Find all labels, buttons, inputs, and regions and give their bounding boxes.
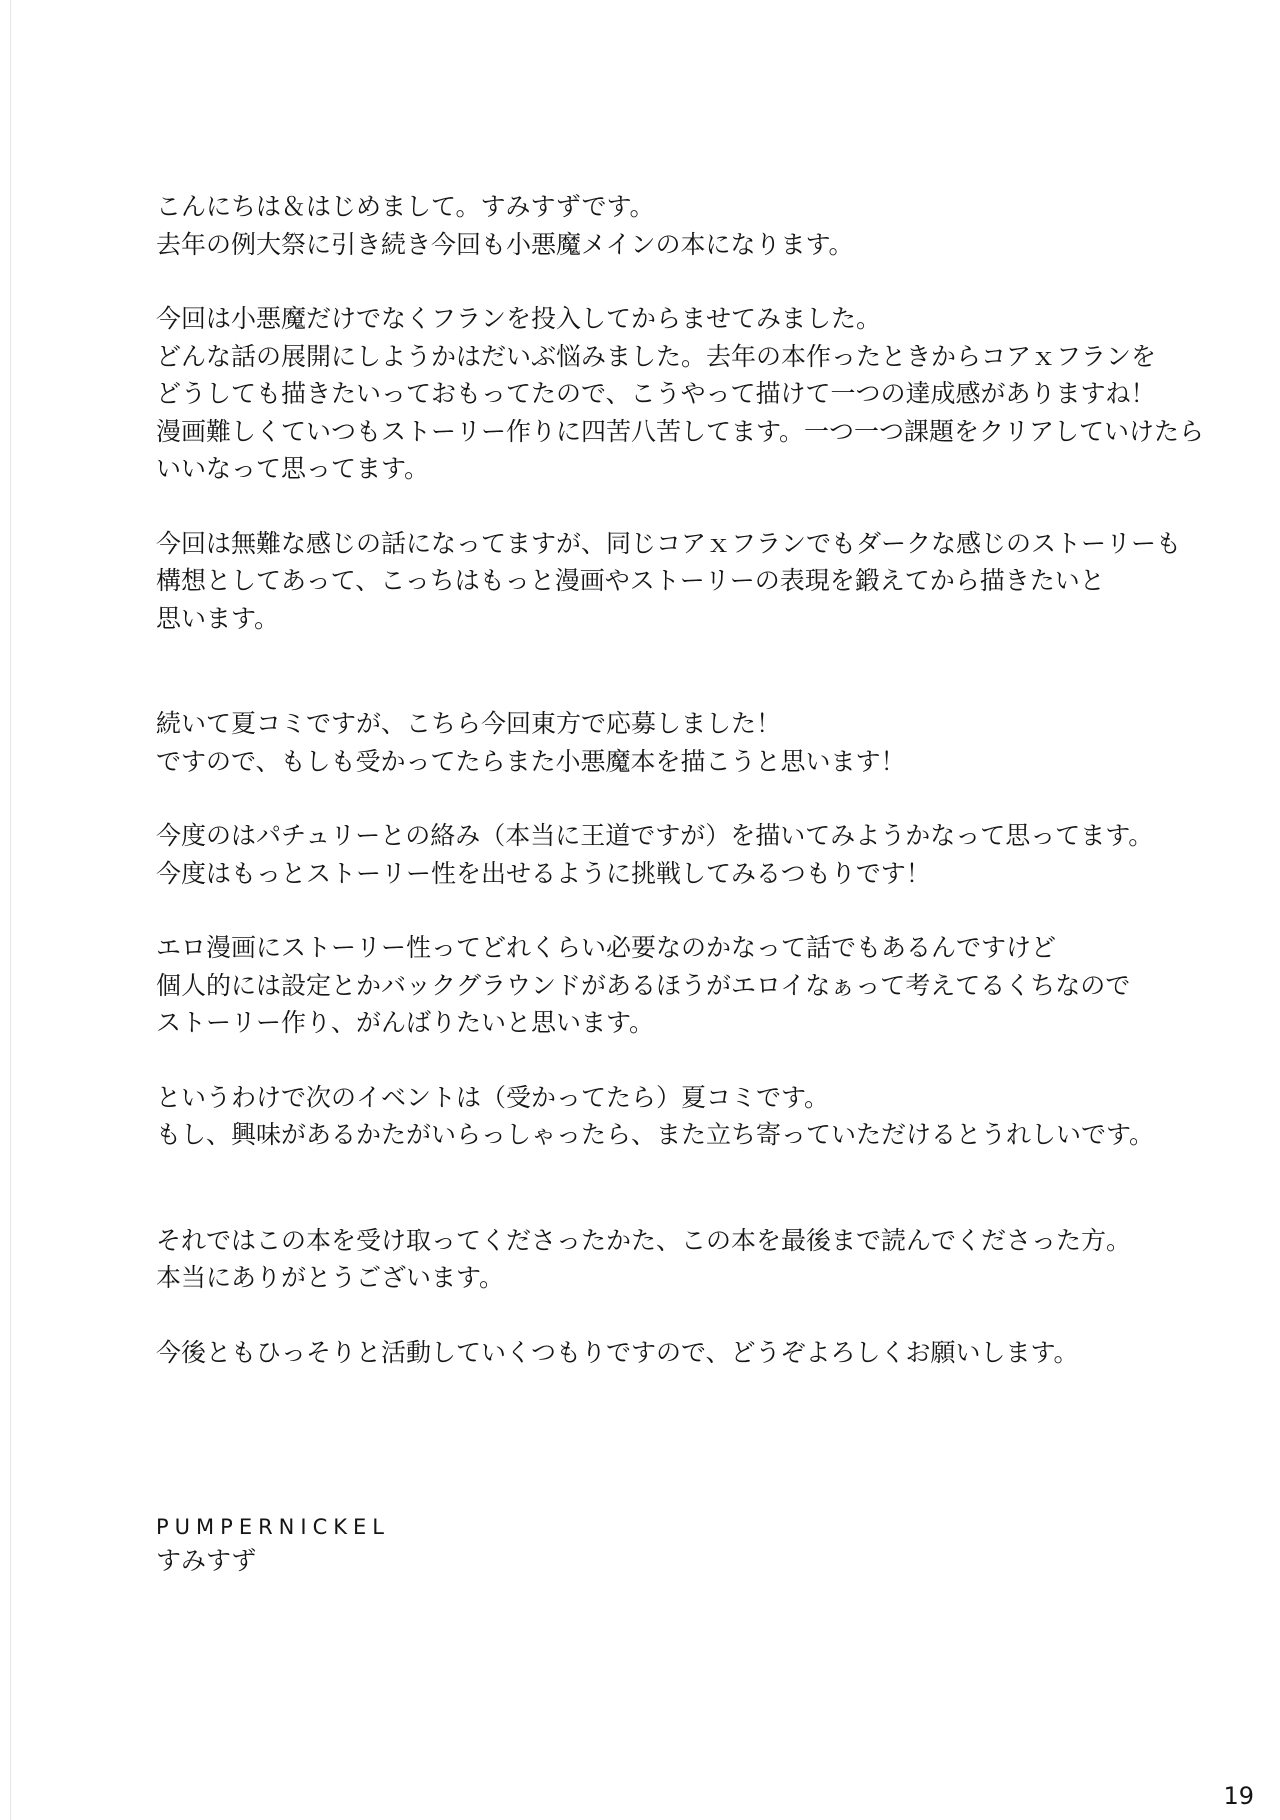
paragraph-next-event — [156, 1079, 1176, 1154]
text-line: 今度のはパチュリーとの絡み（本当に王道ですが）を描いてみようかなって思ってます。 — [156, 821, 1154, 850]
text-line: 今度はもっとストーリー性を出せるように挑戦してみるつもりです！ — [156, 858, 931, 888]
text-line: 続いて夏コミですが、こちら今回東方で応募しました！ — [156, 709, 782, 738]
page-fold-line — [10, 0, 11, 1820]
text-line: いいなって思ってます。 — [156, 454, 430, 483]
text-line: 今後ともひっそりと活動していくつもりですので、どうぞよろしくお願いします。 — [156, 1337, 1079, 1367]
text-line: 今回は小悪魔だけでなくフランを投入してからませてみました。 — [156, 304, 882, 333]
text-line: ですので、もしも受かってたらまた小悪魔本を描こうと思います！ — [156, 746, 906, 776]
paragraph-dark-story — [156, 525, 1182, 638]
text-line: ストーリー作り、がんばりたいと思います。 — [156, 1008, 655, 1037]
text-line: 構想としてあって、こっちはもっと漫画やストーリーの表現を鍛えてから描きたいと — [156, 566, 1105, 595]
paragraph-story-thoughts — [156, 929, 1176, 1042]
paragraph-closing — [156, 1334, 1176, 1372]
text-line: こんにちは＆はじめまして。すみすずです。 — [156, 192, 655, 221]
text-line: 個人的には設定とかバックグラウンドがあるほうがエロイなぁって考えてるくちなので — [156, 970, 1131, 1000]
paragraph-summer-comiket — [156, 705, 1176, 780]
text-line: それではこの本を受け取ってくださったかた、この本を最後まで読んでくださった方。 — [156, 1225, 1132, 1255]
text-line: 漫画難しくていつもストーリー作りに四苦八苦してます。一つ一つ課題をクリアしていけたら — [156, 416, 1205, 446]
text-line: 今回は無難な感じの話になってますが、同じコアｘフランでもダークな感じのストーリーも — [156, 528, 1182, 558]
afterword-body — [156, 188, 1205, 1371]
text-line: 去年の例大祭に引き続き今回も小悪魔メインの本になります。 — [156, 229, 854, 259]
page-number: 19 — [1223, 1782, 1254, 1810]
signature-block — [156, 1510, 390, 1578]
paragraph-story-intro — [156, 300, 1205, 488]
text-line: もし、興味があるかたがいらっしゃったら、また立ち寄っていただけるとうれしいです。 — [156, 1120, 1155, 1149]
paragraph-greeting — [156, 188, 1176, 263]
text-line: というわけで次のイベントは（受かってたら）夏コミです。 — [156, 1082, 830, 1112]
author-name: すみすず — [156, 1546, 257, 1575]
paragraph-next-plan — [156, 817, 1176, 892]
text-line: どうしても描きたいっておもってたので、こうやって描けて一つの達成感がありますね！ — [156, 379, 1156, 408]
text-line: 思います。 — [156, 603, 280, 633]
text-line: エロ漫画にストーリー性ってどれくらい必要なのかなって話でもあるんですけど — [156, 933, 1057, 962]
circle-name: PUMPERNICKEL — [156, 1515, 390, 1539]
text-line: どんな話の展開にしようかはだいぶ悩みました。去年の本作ったときからコアｘフランを — [156, 341, 1157, 371]
paragraph-thanks — [156, 1222, 1176, 1297]
text-line: 本当にありがとうございます。 — [156, 1263, 505, 1292]
